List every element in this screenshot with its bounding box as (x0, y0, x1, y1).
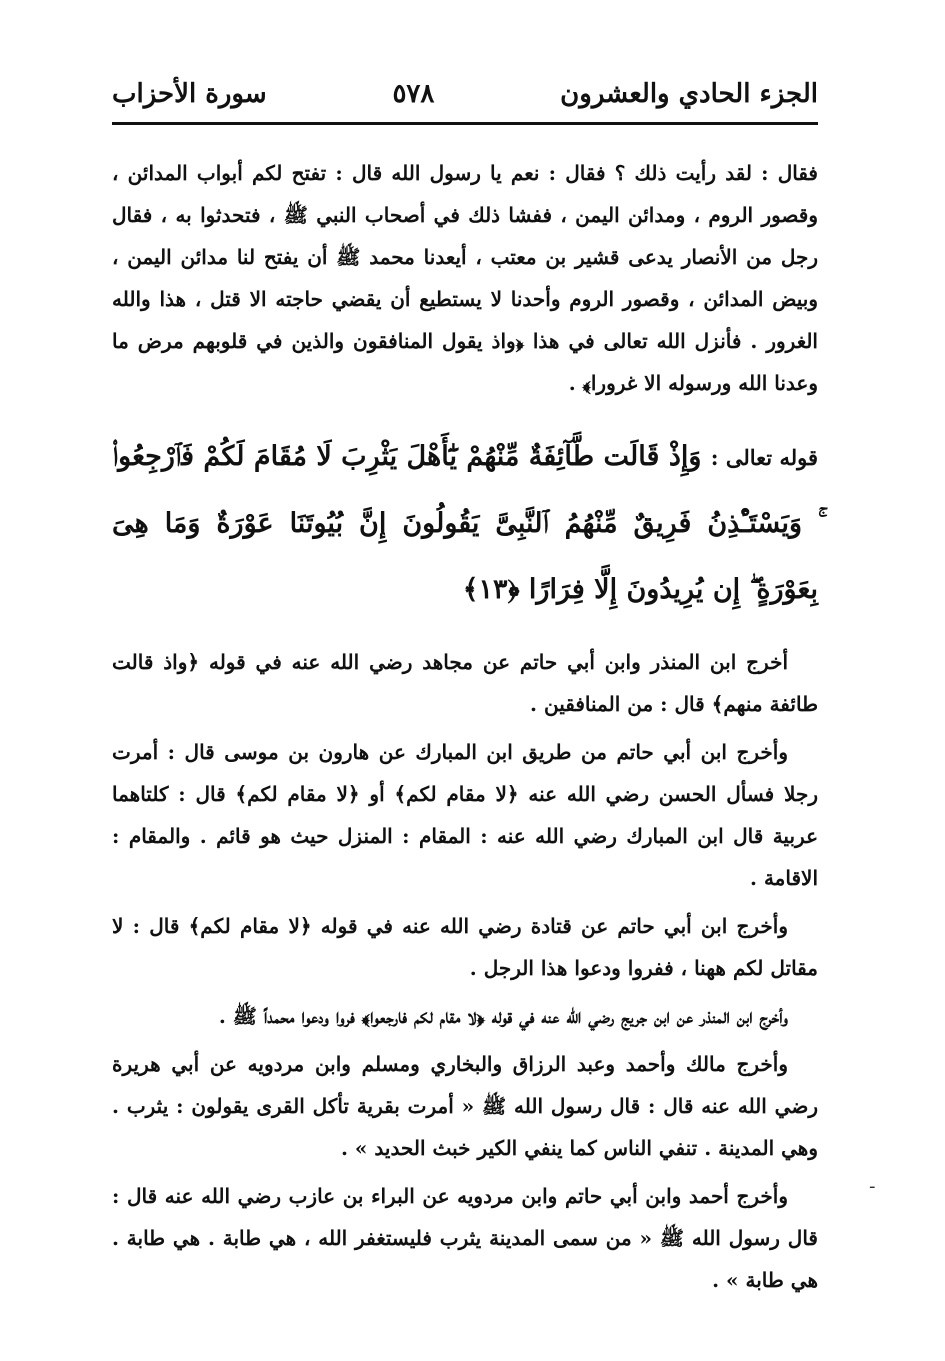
margin-mark: - (869, 1176, 876, 1197)
quran-verse-block (112, 424, 818, 623)
quran-verse: وَإِذْ قَالَت طَّآئِفَةٌ مِّنْهُمْ يَٰٓأَهْلَ يَثْرِبَ لَا مُقَامَ لَكُمْ فَٱرْجِعُوا۟ ۚ وَيَسْتَـْٔذِنُ فَرِيقٌ مِّنْهُمُ ٱلنَّبِىَّ يَقُولُونَ إِنَّ بُيُوتَنَا عَوْرَةٌ وَمَا هِىَ بِعَوْرَةٍ ۖ إِن يُرِيدُونَ إِلَّا فِرَارًا ﴿١٣﴾ (112, 441, 818, 605)
surah-title: سورة الأحزاب (112, 79, 267, 109)
page-body (112, 152, 818, 1301)
quran-intro: قوله تعالى : (710, 445, 818, 470)
header-divider (112, 122, 818, 125)
paragraph-5: وأخرج مالك وأحمد وعبد الرزاق والبخاري ومسلم وابن مردويه عن أبي هريرة رضي الله عنه قال : قال رسول الله ﷺ « أمرت بقرية تأكل القرى يقولون : يثرب . وهي المدينة . تنفي الناس كما ينفي الكير خبث الحديد » . (112, 1052, 818, 1160)
page-header (112, 68, 818, 120)
intro-paragraph: فقال : لقد رأيت ذلك ؟ فقال : نعم يا رسول الله قال : تفتح لكم أبواب المدائن ، وقصور الروم ، ومدائن اليمن ، ففشا ذلك في أصحاب النبي ﷺ ، فتحدثوا به ، فقال رجل من الأنصار يدعى قشير بن معتب ، أيعدنا محمد ﷺ أن يفتح لنا مدائن اليمن ، وبيض المدائن ، وقصور الروم وأحدنا لا يستطيع أن يقضي حاجته الا قتل ، هذا والله الغرور . فأنزل الله تعالى في هذا ﴿واذ يقول المنافقون والذين في قلوبهم مرض ما وعدنا الله ورسوله الا غرورا﴾ . (112, 161, 818, 395)
part-title: الجزء الحادي والعشرون (560, 79, 818, 109)
paragraph-4: وأخرج ابن المنذر عن ابن جريج رضي الله عنه في قوله ﴿لا مقام لكم فارجعوا﴾ فروا ودعوا محمداً ﷺ . (218, 1004, 788, 1028)
paragraph-2: وأخرج ابن أبي حاتم من طريق ابن المبارك عن هارون بن موسى قال : أمرت رجلا فسأل الحسن رضي الله عنه ﴿لا مقام لكم﴾ أو ﴿لا مقام لكم﴾ قال : كلتاهما عربية قال ابن المبارك رضي الله عنه : المقام : المنزل حيث هو قائم . والمقام : الاقامة . (112, 740, 818, 890)
paragraph-1: أخرج ابن المنذر وابن أبي حاتم عن مجاهد رضي الله عنه في قوله ﴿واذ قالت طائفة منهم﴾ قال : من المنافقين . (112, 650, 818, 716)
paragraph-6: وأخرج أحمد وابن أبي حاتم وابن مردويه عن البراء بن عازب رضي الله عنه قال : قال رسول الله ﷺ « من سمى المدينة يثرب فليستغفر الله ، هي طابة . هي طابة . هي طابة » . (112, 1184, 818, 1292)
page-number: ٥٧٨ (392, 79, 435, 109)
paragraph-3: وأخرج ابن أبي حاتم عن قتادة رضي الله عنه في قوله ﴿لا مقام لكم﴾ قال : لا مقاتل لكم ههنا ، ففروا ودعوا هذا الرجل . (112, 914, 818, 980)
